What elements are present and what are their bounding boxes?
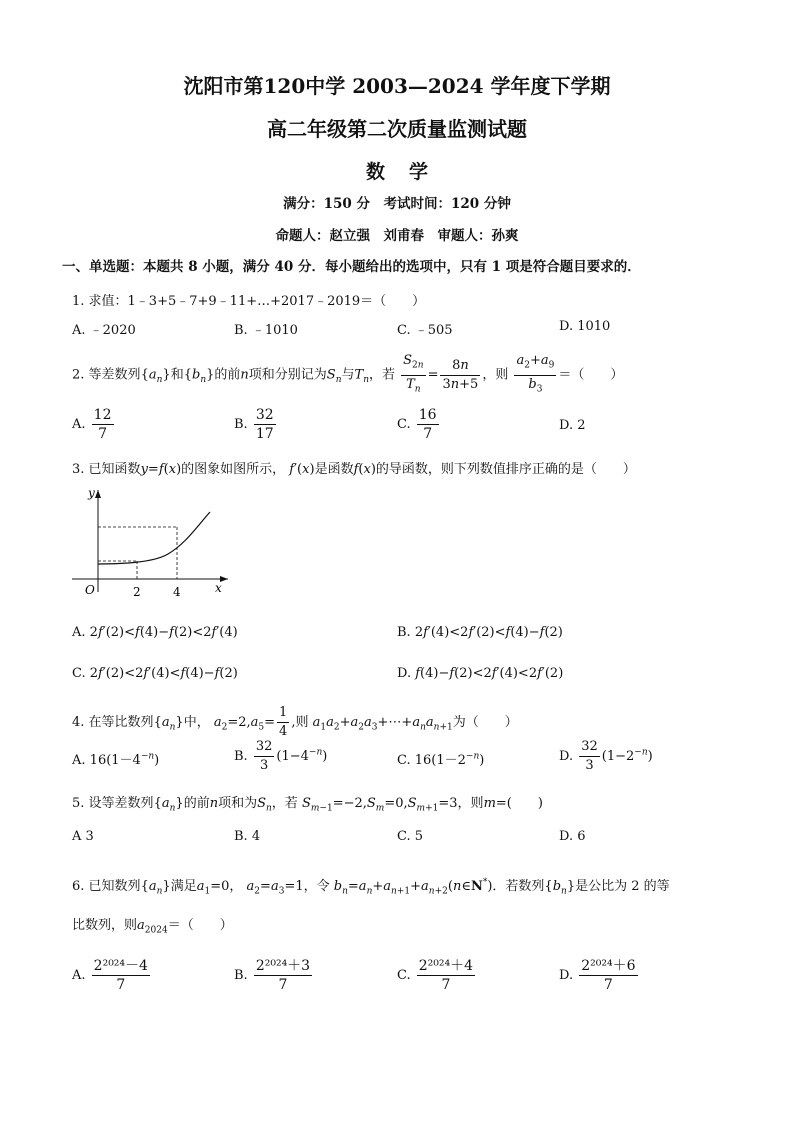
q4-option-c: C. $16(1-2^{-n})$	[397, 751, 485, 768]
q6-option-d: D. $\frac{\text{2²⁰²⁴＋6}}{7}$	[559, 958, 636, 993]
q2-option-a: A. $\frac{12}{7}$	[72, 407, 112, 442]
q1-option-a: A. ﹣2020	[72, 323, 136, 338]
function-graph	[70, 484, 235, 599]
y-label: y	[88, 486, 95, 500]
origin-label: O	[85, 583, 95, 597]
x-label: x	[215, 581, 222, 595]
section-title: 一、单选题：本题共 8 小题，满分 40 分．每小题给出的选项中，只有 1 项是符合题目要求的．	[62, 259, 641, 275]
q6-option-b: B. $\frac{\text{2²⁰²⁴＋3}}{7}$	[234, 958, 311, 993]
question-4-stem: 4. 在等比数列$\{a_n\}$中， $a_2=2,a_5=$ $\frac{1}{4}$ ,则 $a_1a_2+a_2a_3+\cdots+a_na_{n+1}$为（ ）	[72, 705, 518, 739]
q3-option-b: B. 2f′(4)<2f′(2)<f(4)−f(2)	[397, 625, 563, 640]
q3-option-a: A. 2f′(2)<f(4)−f(2)<2f′(4)	[72, 625, 238, 640]
q2-option-d: D. 2	[559, 418, 586, 433]
q3-option-d: D. f(4)−f(2)<2f′(4)<2f′(2)	[397, 666, 564, 681]
authors: 命题人：赵立强 刘甫春 审题人：孙爽	[275, 228, 519, 244]
question-6-stem-line1: 6. 已知数列$\{a_n\}$满足$a_1=0$， $a_2=a_3=1$，令 $b_n=a_n+a_{n+1}+a_{n+2}(n\in N^*)$．若数列$\{b_n\}$是公比为 2 的等	[72, 877, 670, 897]
q6-option-a: A. $\frac{\text{2²⁰²⁴－4}}{7}$	[72, 958, 148, 993]
score-time: 满分：150 分 考试时间：120 分钟	[283, 196, 511, 212]
tick-4-label: 4	[173, 585, 181, 599]
q2-option-c: C. $\frac{16}{7}$	[397, 407, 437, 442]
q4-option-d: D. $\frac{32}{3}$ $(1-2^{-n})$	[559, 739, 653, 773]
q6-option-c: C. $\frac{\text{2²⁰²⁴＋4}}{7}$	[397, 958, 474, 993]
q5-option-b: B. 4	[234, 829, 261, 844]
q1-option-d: D. 1010	[559, 319, 611, 334]
q4-option-a: A. $16(1-4^{-n})$	[72, 751, 160, 768]
exam-subtitle: 高二年级第二次质量监测试题	[267, 117, 527, 141]
q3-option-c: C. 2f′(2)<2f′(4)<f(4)−f(2)	[72, 666, 238, 681]
exam-title: 沈阳市第120中学 2003—2024 学年度下学期	[183, 74, 611, 98]
question-1-stem: 1. 求值：1﹣3+5﹣7+9﹣11+…+2017﹣2019＝（ ）	[72, 294, 426, 309]
q2-option-b: B. $\frac{32}{17}$	[234, 407, 274, 442]
question-3-stem: 3. 已知函数y=f(x)的图象如图所示， f′(x)是函数f(x)的导函数，则下列数值排序正确的是（ ）	[72, 462, 636, 477]
subject-title: 数学	[365, 161, 452, 183]
q5-option-d: D. 6	[559, 829, 586, 844]
function-curve	[98, 512, 210, 564]
tick-2-label: 2	[133, 585, 141, 599]
q4-option-b: B. $\frac{32}{3}$ $(1-4^{-n})$	[234, 739, 328, 773]
question-5-stem: 5. 设等差数列$\{a_n\}$的前n项和为$S_n$，若 $S_{m-1}=-2,S_m=0,S_{m+1}=3$，则m=( )	[72, 796, 543, 814]
q1-option-b: B. ﹣1010	[234, 323, 298, 338]
y-axis-arrow	[95, 490, 101, 498]
q5-option-c: C. 5	[397, 829, 424, 844]
q5-option-a: A 3	[72, 829, 94, 844]
question-2-stem: 2. 等差数列$\{a_n\}$和$\{b_n\}$的前n项和分别记为$S_n$与$T_n$，若 $\frac{S_{2n}}{T_n}$ = $\frac{8n}{3n+5}$ ，则 $\frac{a_2+a_9}{b_3}$ ＝（ ）	[72, 353, 624, 395]
question-6-stem-line2: 比数列，则$a_{2024}=$（ ）	[72, 918, 233, 936]
q1-option-c: C. ﹣505	[397, 323, 453, 338]
